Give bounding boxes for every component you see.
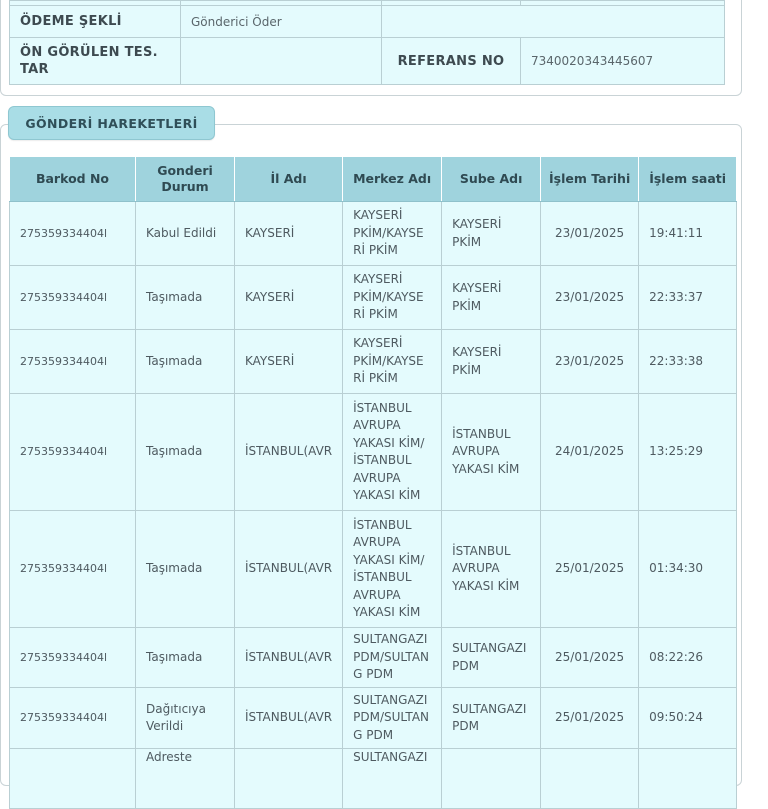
cell-barcode: [10, 749, 136, 809]
cell-time: 08:22:26: [639, 628, 737, 688]
cell-center: SULTANGAZI PDM/SULTANG PDM: [343, 628, 442, 688]
reference-no-label: REFERANS NO: [382, 38, 521, 85]
cell-city: İSTANBUL(AVR: [235, 688, 343, 749]
cell-status: Taşımada: [136, 511, 235, 628]
cell-barcode: 275359334404l: [10, 330, 136, 394]
cell-city: KAYSERİ: [235, 266, 343, 330]
cell-date: 23/01/2025: [541, 330, 639, 394]
cell-city: İSTANBUL(AVR: [235, 628, 343, 688]
cell-status: Dağıtıcıya Verildi: [136, 688, 235, 749]
cell-date: 25/01/2025: [541, 628, 639, 688]
cell-center: KAYSERİ PKİM/KAYSERİ PKİM: [343, 330, 442, 394]
cell-branch: KAYSERİ PKİM: [442, 266, 541, 330]
cell-center: İSTANBUL AVRUPA YAKASI KİM/ İSTANBUL AVRUPA YAKASI KİM: [343, 394, 442, 511]
table-row: [10, 749, 737, 809]
table-row: [10, 330, 737, 394]
cell-branch: KAYSERİ PKİM: [442, 202, 541, 266]
payment-method-value: Gönderici Öder: [181, 6, 382, 38]
cell-branch: KAYSERİ PKİM: [442, 330, 541, 394]
col-time: İşlem saati: [639, 157, 737, 202]
cell-center: SULTANGAZI PDM/SULTANG PDM: [343, 688, 442, 749]
cell-time: 19:41:11: [639, 202, 737, 266]
cell-date: [541, 749, 639, 809]
movements-table: [9, 156, 737, 809]
cell-status: Kabul Edildi: [136, 202, 235, 266]
cell-time: [639, 749, 737, 809]
table-row: [10, 511, 737, 628]
cell-status: Adreste: [136, 749, 235, 809]
cell-branch: [442, 749, 541, 809]
cell-date: 25/01/2025: [541, 511, 639, 628]
table-row: [10, 394, 737, 511]
table-row: [10, 628, 737, 688]
cell-center: SULTANGAZI: [343, 749, 442, 809]
cell-status: Taşımada: [136, 628, 235, 688]
cell-center: İSTANBUL AVRUPA YAKASI KİM/ İSTANBUL AVRUPA YAKASI KİM: [343, 511, 442, 628]
cell-city: KAYSERİ: [235, 330, 343, 394]
col-status: Gonderi Durum: [136, 157, 235, 202]
reference-no-value: 7340020343445607: [521, 38, 725, 85]
cell-center: KAYSERİ PKİM/KAYSERİ PKİM: [343, 266, 442, 330]
table-row: [10, 202, 737, 266]
cell-center: KAYSERİ PKİM/KAYSERİ PKİM: [343, 202, 442, 266]
col-barcode: Barkod No: [10, 157, 136, 202]
cell-status: Taşımada: [136, 266, 235, 330]
cell-date: 23/01/2025: [541, 202, 639, 266]
cell-city: [235, 749, 343, 809]
cell-barcode: 275359334404l: [10, 202, 136, 266]
table-header-row: [10, 157, 737, 202]
cell-status: Taşımada: [136, 330, 235, 394]
cell-status: Taşımada: [136, 394, 235, 511]
shipment-info-rows: [9, 5, 725, 85]
payment-method-label: ÖDEME ŞEKLİ: [10, 6, 181, 38]
cell-barcode: 275359334404l: [10, 266, 136, 330]
cell-branch: İSTANBUL AVRUPA YAKASI KİM: [442, 394, 541, 511]
cell-barcode: 275359334404l: [10, 688, 136, 749]
section-title: GÖNDERİ HAREKETLERİ: [8, 106, 215, 140]
col-date: İşlem Tarihi: [541, 157, 639, 202]
cell-city: İSTANBUL(AVR: [235, 511, 343, 628]
cell-barcode: 275359334404l: [10, 628, 136, 688]
cell-barcode: 275359334404l: [10, 394, 136, 511]
cell-time: 09:50:24: [639, 688, 737, 749]
cell-date: 23/01/2025: [541, 266, 639, 330]
cell-city: İSTANBUL(AVR: [235, 394, 343, 511]
cell-barcode: 275359334404l: [10, 511, 136, 628]
cell-branch: SULTANGAZI PDM: [442, 628, 541, 688]
cell-time: 22:33:38: [639, 330, 737, 394]
estimated-delivery-value: [181, 38, 382, 85]
col-branch: Sube Adı: [442, 157, 541, 202]
cell-city: KAYSERİ: [235, 202, 343, 266]
cell-branch: SULTANGAZI PDM: [442, 688, 541, 749]
table-row: [10, 688, 737, 749]
cell-time: 22:33:37: [639, 266, 737, 330]
table-row: [10, 266, 737, 330]
cell-time: 13:25:29: [639, 394, 737, 511]
cell-date: 24/01/2025: [541, 394, 639, 511]
estimated-delivery-label: ÖN GÖRÜLEN TES. TAR: [10, 38, 181, 85]
col-center: Merkez Adı: [343, 157, 442, 202]
cell-branch: İSTANBUL AVRUPA YAKASI KİM: [442, 511, 541, 628]
cell-time: 01:34:30: [639, 511, 737, 628]
col-city: İl Adı: [235, 157, 343, 202]
cell-date: 25/01/2025: [541, 688, 639, 749]
